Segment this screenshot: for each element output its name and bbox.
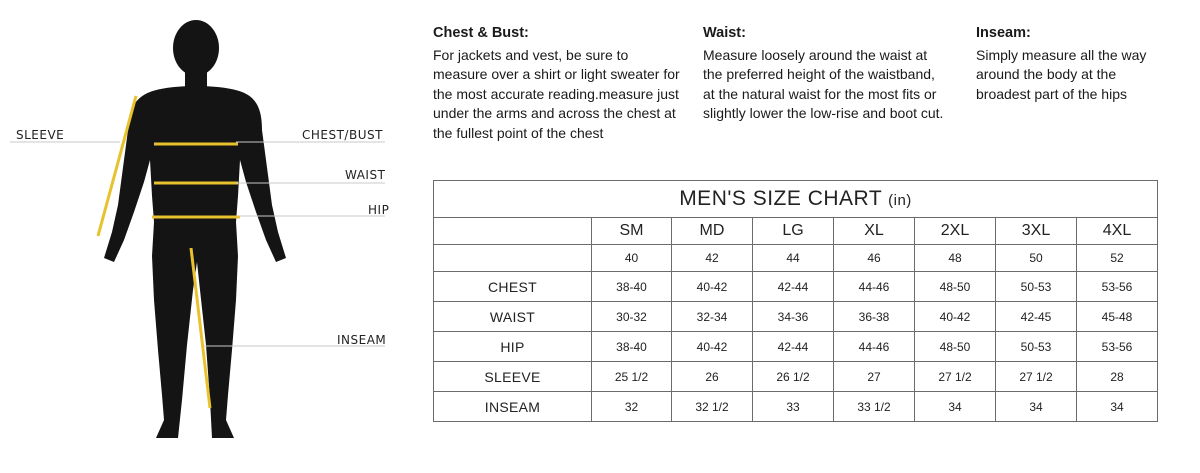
table-cell: 34-36	[753, 302, 834, 332]
table-cell: 27 1/2	[915, 362, 996, 392]
size-number-cell: 50	[996, 245, 1077, 272]
table-cell: 27 1/2	[996, 362, 1077, 392]
table-row	[434, 392, 1158, 422]
table-row	[434, 332, 1158, 362]
table-cell: 38-40	[592, 272, 672, 302]
table-cell: 30-32	[592, 302, 672, 332]
size-chart-unit: (in)	[888, 192, 912, 209]
number-blank-cell	[434, 245, 592, 272]
table-cell: 50-53	[996, 332, 1077, 362]
table-cell: 44-46	[834, 332, 915, 362]
table-cell: 26	[672, 362, 753, 392]
table-cell: 33 1/2	[834, 392, 915, 422]
size-header-sm: SM	[592, 218, 672, 245]
table-cell: 44-46	[834, 272, 915, 302]
table-cell: 34	[1077, 392, 1158, 422]
waist-description	[703, 24, 948, 124]
table-cell: 40-42	[672, 272, 753, 302]
table-cell: 45-48	[1077, 302, 1158, 332]
size-header-3xl: 3XL	[996, 218, 1077, 245]
table-cell: 28	[1077, 362, 1158, 392]
chest-description	[433, 24, 683, 143]
table-cell: 27	[834, 362, 915, 392]
table-cell: 38-40	[592, 332, 672, 362]
row-label-sleeve: SLEEVE	[434, 362, 592, 392]
sleeve-label: SLEEVE	[16, 128, 65, 142]
chest-description-title: Chest & Bust:	[433, 25, 529, 41]
inseam-description-title: Inseam:	[976, 25, 1031, 41]
size-header-md: MD	[672, 218, 753, 245]
table-cell: 25 1/2	[592, 362, 672, 392]
table-cell: 50-53	[996, 272, 1077, 302]
size-chart-title: MEN'S SIZE CHART	[679, 187, 882, 210]
hip-label: HIP	[368, 203, 390, 217]
table-cell: 32 1/2	[672, 392, 753, 422]
size-number-cell: 48	[915, 245, 996, 272]
size-number-row	[434, 245, 1158, 272]
size-header-4xl: 4XL	[1077, 218, 1158, 245]
header-blank-cell	[434, 218, 592, 245]
table-cell: 53-56	[1077, 332, 1158, 362]
size-chart	[433, 180, 1157, 422]
waist-label: WAIST	[345, 168, 386, 182]
inseam-label: INSEAM	[337, 333, 387, 347]
size-header-2xl: 2XL	[915, 218, 996, 245]
size-header-row	[434, 218, 1158, 245]
table-cell: 32	[592, 392, 672, 422]
table-cell: 34	[996, 392, 1077, 422]
row-label-inseam: INSEAM	[434, 392, 592, 422]
inseam-description-text: Simply measure all the way around the body at the broadest part of the hips	[976, 46, 1147, 102]
row-label-chest: CHEST	[434, 272, 592, 302]
chest-description-text: For jackets and vest, be sure to measure over a shirt or light sweater for the most accurate reading.measure just under the arms and across the chest at the fullest point of the chest	[433, 46, 680, 141]
row-label-waist: WAIST	[434, 302, 592, 332]
table-row	[434, 362, 1158, 392]
table-cell: 53-56	[1077, 272, 1158, 302]
size-header-lg: LG	[753, 218, 834, 245]
size-number-cell: 42	[672, 245, 753, 272]
waist-description-title: Waist:	[703, 25, 746, 41]
table-cell: 42-45	[996, 302, 1077, 332]
size-number-cell: 46	[834, 245, 915, 272]
table-cell: 26 1/2	[753, 362, 834, 392]
table-cell: 32-34	[672, 302, 753, 332]
chest-bust-label: CHEST/BUST	[302, 128, 383, 142]
table-cell: 34	[915, 392, 996, 422]
table-cell: 48-50	[915, 332, 996, 362]
size-header-xl: XL	[834, 218, 915, 245]
size-number-cell: 52	[1077, 245, 1158, 272]
table-cell: 33	[753, 392, 834, 422]
human-silhouette-icon	[0, 0, 420, 473]
row-label-hip: HIP	[434, 332, 592, 362]
table-cell: 42-44	[753, 332, 834, 362]
table-cell: 42-44	[753, 272, 834, 302]
waist-description-text: Measure loosely around the waist at the preferred height of the waistband, at the natural waist for the most fits or slightly lower the low-rise and boot cut.	[703, 46, 944, 121]
table-cell: 40-42	[915, 302, 996, 332]
size-chart-table	[433, 180, 1158, 422]
body-figure	[0, 0, 420, 473]
inseam-description	[976, 24, 1166, 104]
size-chart-title-cell	[434, 181, 1158, 218]
size-number-cell: 44	[753, 245, 834, 272]
table-row	[434, 302, 1158, 332]
size-number-cell: 40	[592, 245, 672, 272]
table-row	[434, 272, 1158, 302]
table-cell: 48-50	[915, 272, 996, 302]
table-cell: 40-42	[672, 332, 753, 362]
table-cell: 36-38	[834, 302, 915, 332]
